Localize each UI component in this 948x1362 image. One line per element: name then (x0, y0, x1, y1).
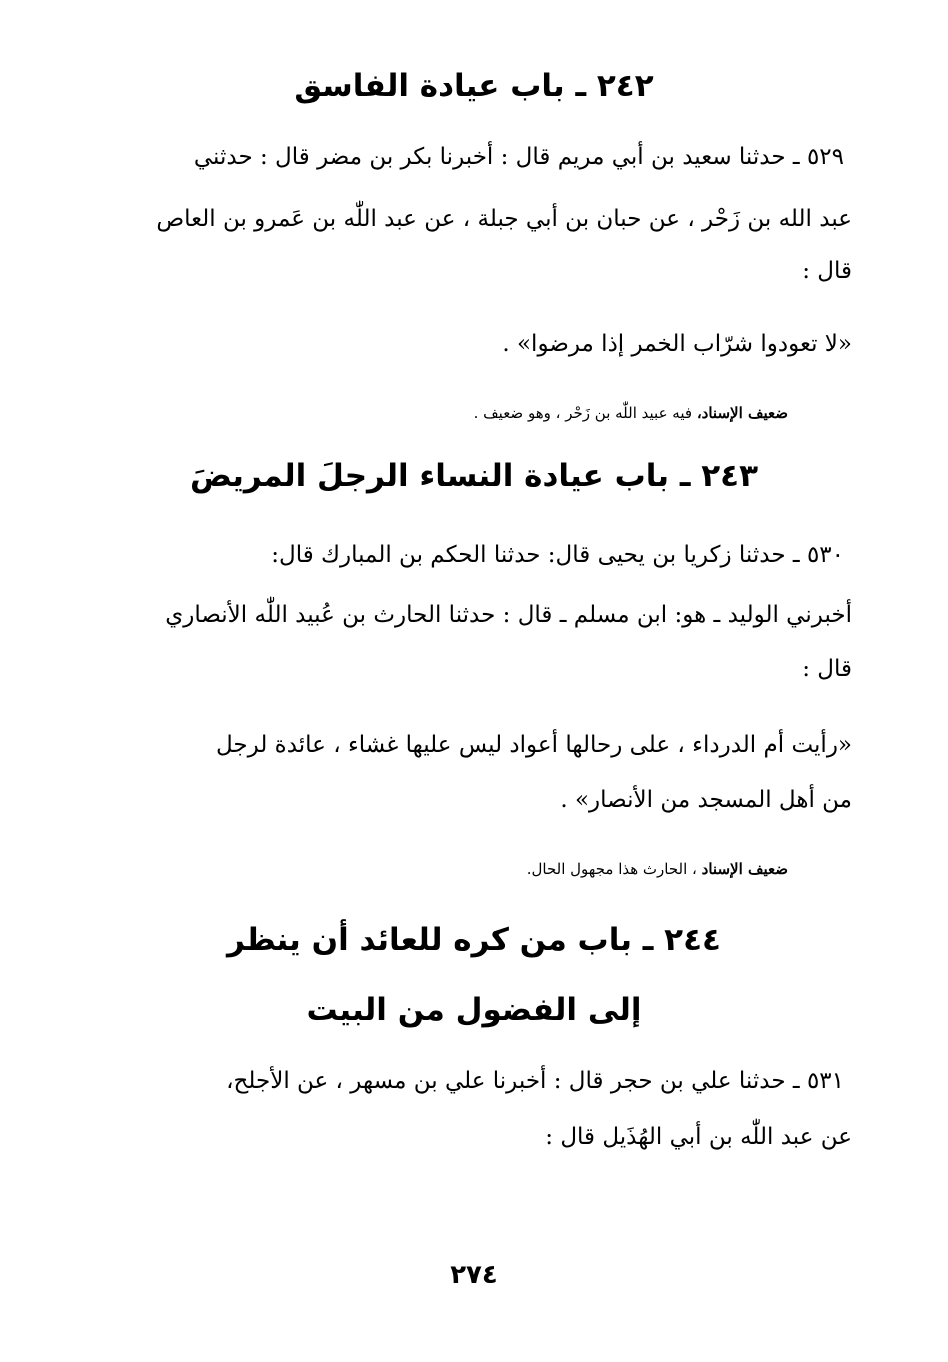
chapter-heading-242: ٢٤٢ ـ باب عيادة الفاسق (294, 68, 654, 104)
hadith-530-matn-line-1: «رأيت أم الدرداء ، على رحالها أعواد ليس عليها غشاء ، عائدة لرجل (216, 732, 852, 758)
hadith-529-line-2: عبد الله بن زَحْر ، عن حبان بن أبي جبلة ، عن عبد اللّٰه بن عَمرو بن العاص (156, 206, 852, 232)
hadith-529-line-1: ٥٢٩ ـ حدثنا سعيد بن أبي مريم قال : أخبرنا بكر بن مضر قال : حدثني (193, 144, 844, 170)
hadith-531-line-1: ٥٣١ ـ حدثنا علي بن حجر قال : أخبرنا علي بن مسهر ، عن الأجلح، (226, 1068, 844, 1094)
hadith-530-line-1: ٥٣٠ ـ حدثنا زكريا بن يحيى قال: حدثنا الحكم بن المبارك قال: (271, 542, 844, 568)
page-number: ٢٧٤ (450, 1260, 498, 1290)
chapter-heading-243: ٢٤٣ ـ باب عيادة النساء الرجلَ المريضَ (189, 458, 758, 494)
hadith-530-matn-line-2: من أهل المسجد من الأنصار» . (560, 787, 852, 813)
hadith-529-grading (474, 402, 788, 424)
chapter-heading-244-line-2: إلى الفضول من البيت (306, 992, 642, 1028)
hadith-529-matn: «لا تعودوا شرّاب الخمر إذا مرضوا» . (502, 331, 852, 357)
chapter-heading-244-line-1: ٢٤٤ ـ باب من كره للعائد أن ينظر (227, 922, 721, 958)
hadith-530-grading (527, 858, 788, 880)
hadith-531-line-2: عن عبد اللّٰه بن أبي الهُذَيل قال : (545, 1124, 852, 1150)
grade-text: فيه عبيد اللّٰه بن زَحْر ، وهو ضعيف . (473, 404, 693, 422)
grade-label: ضعيف الإسناد (701, 860, 788, 878)
grade-label: ضعيف الإسناد، (696, 404, 788, 422)
grade-text: ، الحارث هذا مجهول الحال. (526, 860, 697, 878)
hadith-530-line-3: قال : (802, 656, 852, 682)
hadith-529-line-3: قال : (802, 258, 852, 284)
hadith-530-line-2: أخبرني الوليد ـ هو: ابن مسلم ـ قال : حدثنا الحارث بن عُبيد اللّٰه الأنصاري (165, 602, 852, 628)
